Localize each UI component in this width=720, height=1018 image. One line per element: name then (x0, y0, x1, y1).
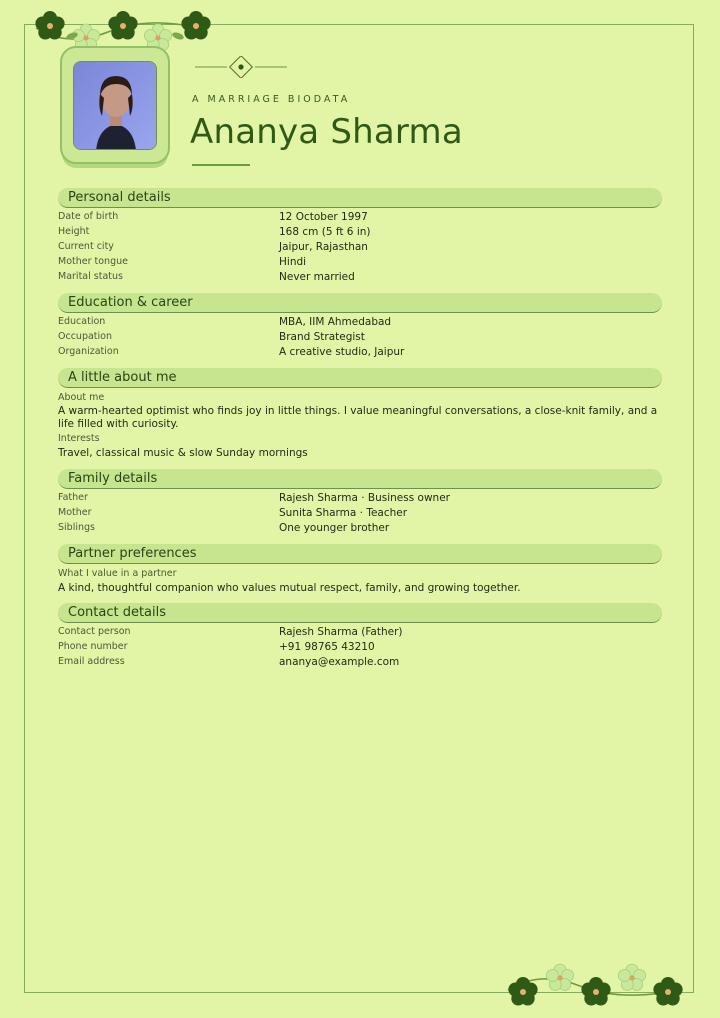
section-education-career (58, 293, 662, 361)
profile-photo-frame (60, 46, 170, 164)
section-header: Partner preferences (58, 544, 662, 564)
interests-text: Travel, classical music & slow Sunday mornings (58, 447, 308, 459)
detail-row: Education MBA, IIM Ahmedabad (58, 316, 392, 328)
detail-row: Organization A creative studio, Jaipur (58, 346, 405, 358)
profile-photo (73, 61, 157, 150)
about-text: A warm-hearted optimist who finds joy in little things. I value meaningful conversations, a close-knit family, and a life filled with curiosity. (58, 405, 658, 430)
detail-row: Contact person Rajesh Sharma (Father) (58, 626, 403, 638)
detail-row: Father Rajesh Sharma · Business owner (58, 492, 450, 504)
section-about-me (58, 368, 662, 460)
diamond-ornament-icon (195, 56, 287, 78)
section-personal-details (58, 188, 662, 286)
section-header: A little about me (58, 368, 662, 388)
detail-row: Occupation Brand Strategist (58, 331, 365, 343)
detail-row: Siblings One younger brother (58, 522, 390, 534)
about-label: About me (58, 392, 105, 403)
name-underline (192, 164, 250, 166)
section-family-details (58, 469, 662, 537)
floral-garland-bottom-icon (500, 958, 690, 1008)
section-contact-details (58, 603, 662, 671)
section-header: Personal details (58, 188, 662, 208)
interests-label: Interests (58, 433, 100, 444)
detail-row: Mother tongue Hindi (58, 256, 307, 268)
section-header: Contact details (58, 603, 662, 623)
document-kicker: A MARRIAGE BIODATA (192, 94, 351, 105)
section-partner-preferences (58, 544, 662, 595)
detail-row: Height 168 cm (5 ft 6 in) (58, 226, 371, 238)
candidate-name: Ananya Sharma (190, 112, 463, 152)
partner-text: A kind, thoughtful companion who values mutual respect, family, and growing together. (58, 582, 521, 594)
detail-row: Date of birth 12 October 1997 (58, 211, 368, 223)
detail-row: Phone number +91 98765 43210 (58, 641, 375, 653)
section-header: Family details (58, 469, 662, 489)
detail-row: Mother Sunita Sharma · Teacher (58, 507, 408, 519)
detail-row: Email address ananya@example.com (58, 656, 400, 668)
detail-row: Current city Jaipur, Rajasthan (58, 241, 368, 253)
section-header: Education & career (58, 293, 662, 313)
partner-label: What I value in a partner (58, 568, 177, 579)
detail-row: Marital status Never married (58, 271, 355, 283)
